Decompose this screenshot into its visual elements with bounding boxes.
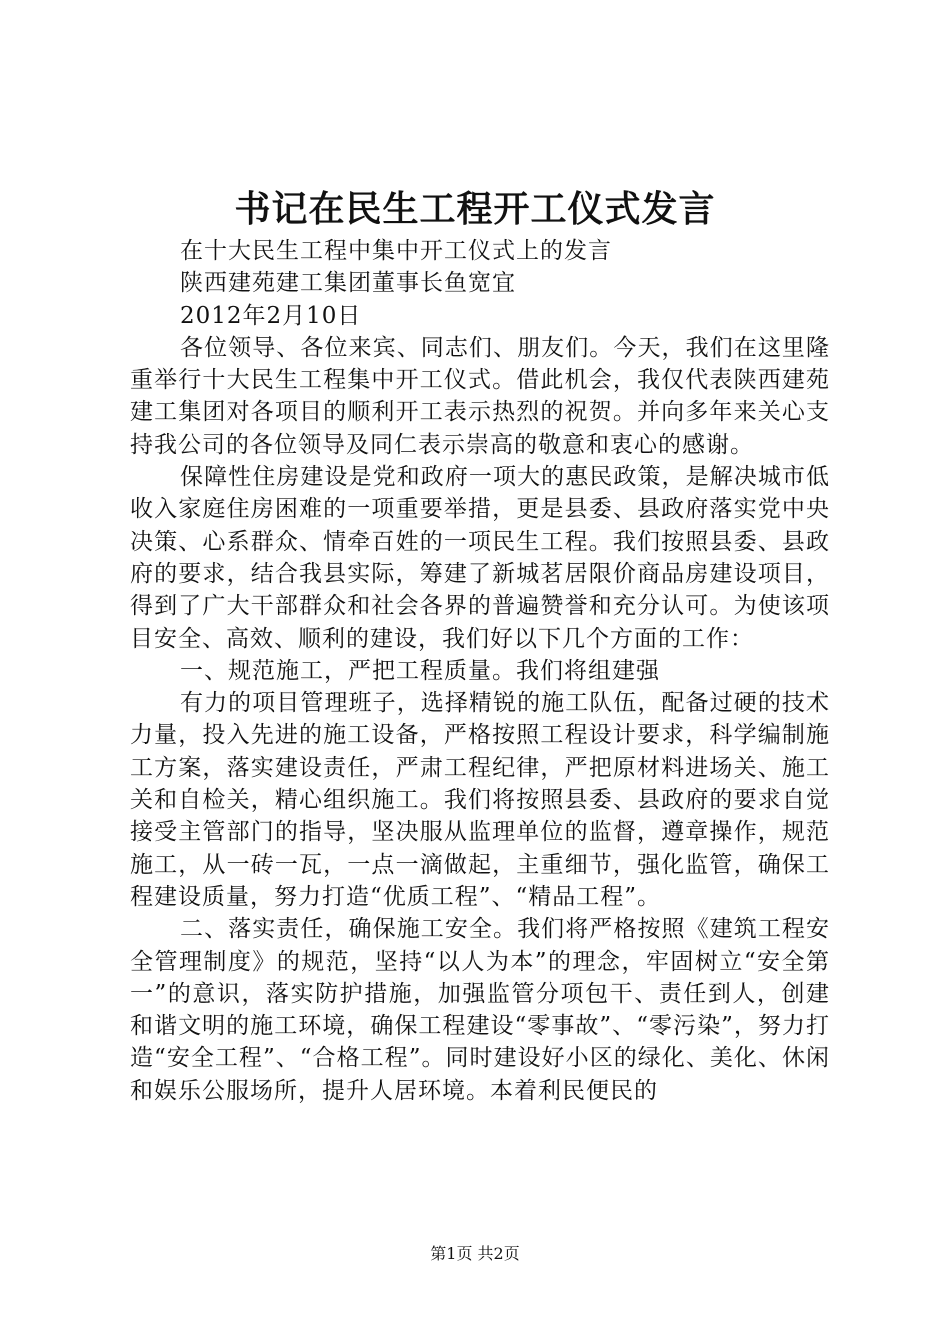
- section-heading-quality: 一、规范施工，严把工程质量。我们将组建强: [180, 657, 660, 684]
- paragraph-housing-policy: 保障性住房建设是党和政府一项大的惠民政策，是解决城市低收入家庭住房困难的一项重要举措，更是县委、县政府落实党中央决策、心系群众、情牵百姓的一项民生工程。我们按照县委、县政府的要求，结合我县实际，筹建了新城茗居限价商品房建设项目，得到了广大干部群众和社会各界的普遍赞誉和充分认可。为使该项目安全、高效、顺利的建设，我们好以下几个方面的工作：: [130, 464, 830, 652]
- paragraph-quality: 有力的项目管理班子，选择精锐的施工队伍，配备过硬的技术力量，投入先进的施工设备，严格按照工程设计要求，科学编制施工方案，落实建设责任，严肃工程纪律，严把原材料进场关、施工关和自检关，精心组织施工。我们将按照县委、县政府的要求自觉接受主管部门的指导，坚决服从监理单位的监督，遵章操作，规范施工，从一砖一瓦，一点一滴做起，主重细节，强化监管，确保工程建设质量，努力打造“优质工程”、“精品工程”。: [130, 690, 830, 910]
- paragraph-greeting: 各位领导、各位来宾、同志们、朋友们。今天，我们在这里隆重举行十大民生工程集中开工仪式。借此机会，我仅代表陕西建苑建工集团对各项目的顺利开工表示热烈的祝贺。并向多年来关心支持我公司的各位领导及同仁表示崇高的敬意和衷心的感谢。: [130, 334, 830, 458]
- author-line: 陕西建苑建工集团董事长鱼宽宜: [180, 270, 516, 297]
- paragraph-safety: 二、落实责任，确保施工安全。我们将严格按照《建筑工程安全管理制度》的规范，坚持“以人为本”的理念，牢固树立“安全第一”的意识，落实防护措施，加强监管分项包干、责任到人，创建和谐文明的施工环境，确保工程建设“零事故”、“零污染”，努力打造“安全工程”、“合格工程”。同时建设好小区的绿化、美化、休闲和娱乐公服场所，提升人居环境。本着利民便民的: [130, 916, 830, 1104]
- page-footer: 第1页 共2页: [430, 1244, 520, 1263]
- document-body: [130, 235, 830, 1107]
- subtitle-line: 在十大民生工程中集中开工仪式上的发言: [180, 238, 612, 264]
- date-line: 2012年2月10日: [180, 302, 362, 329]
- document-title: 书记在民生工程开工仪式发言: [234, 188, 716, 230]
